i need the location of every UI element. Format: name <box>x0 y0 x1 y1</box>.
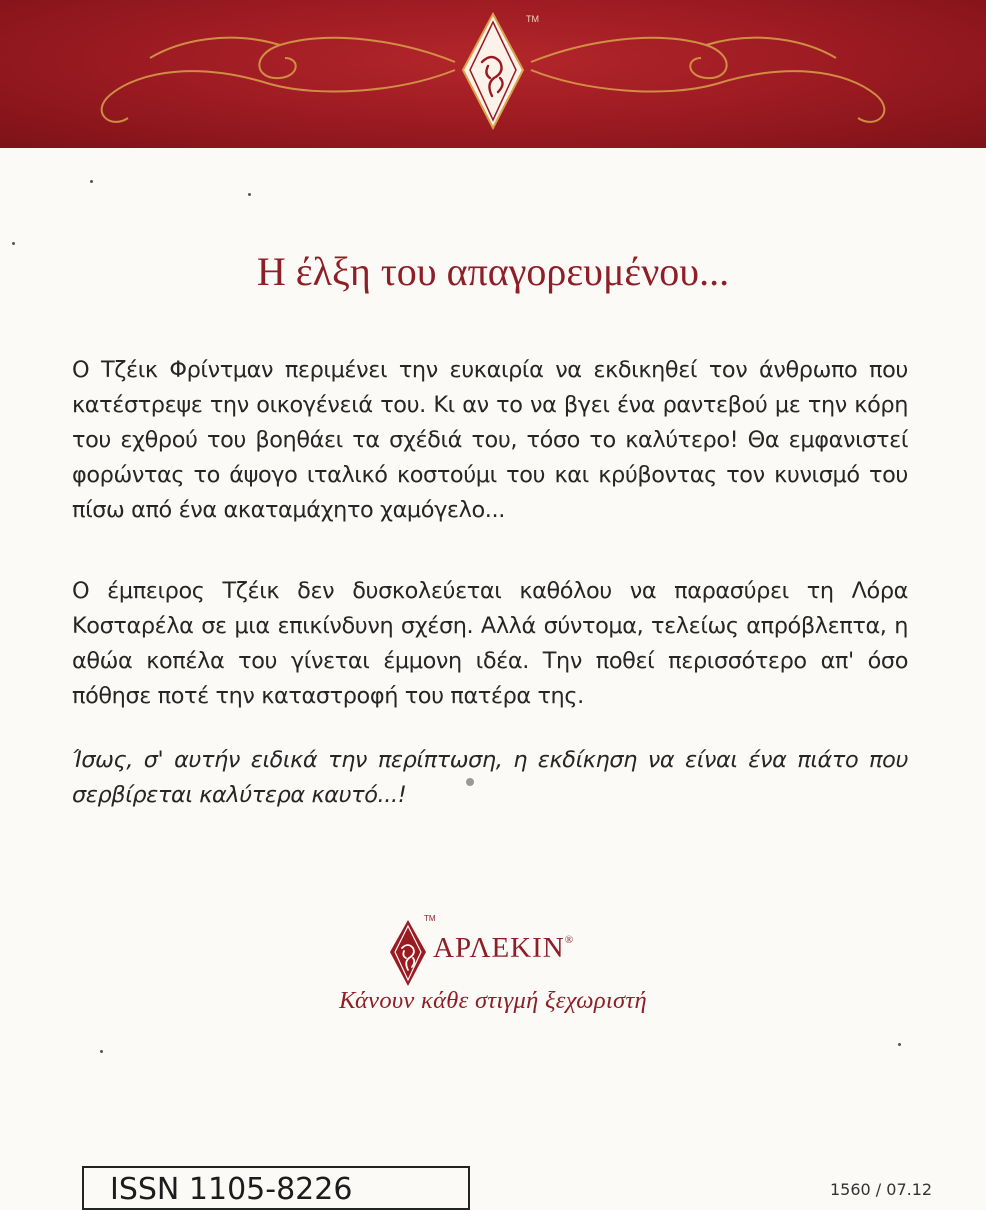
print-speck <box>90 180 93 183</box>
publisher-tagline: Κάνουν κάθε στιγμή ξεχωριστή <box>339 987 647 1014</box>
brand-trademark: TM <box>424 914 436 923</box>
issn-number: ISSN 1105-8226 <box>110 1172 353 1207</box>
print-speck <box>466 778 474 786</box>
print-speck <box>898 1043 901 1046</box>
description-paragraph-1: Ο Τζέικ Φρίντμαν περιμένει την ευκαιρία να εκδικηθεί τον άνθρωπο που κατέστρεψε την οικογένειά του. Κι αν το να βγει ένα ραντεβού με την κόρη του εχθρού του βοηθάει τα σχέδιά του, τόσο το καλύτερο! Θα εμφανιστεί φορώντας το άψογο ιταλικό κοστούμι του και κρύβοντας τον κυνισμό του πίσω από ένα ακαταμάχητο χαμόγελο... <box>72 357 908 523</box>
issue-code: 1560 / 07.12 <box>830 1180 933 1199</box>
description-paragraph-2: Ο έμπειρος Τζέικ δεν δυσκολεύεται καθόλου να παρασύρει τη Λόρα Κοσταρέλα σε μια επικίνδυνη σχέση. Αλλά σύντομα, τελείως απρόβλεπτα, η αθώα κοπέλα του γίνεται έμμονη ιδέα. Την ποθεί περισσότερο απ' όσο πόθησε ποτέ την καταστροφή του πατέρα της. <box>72 578 908 709</box>
harlequin-diamond-icon <box>390 920 426 986</box>
publisher-name <box>433 932 574 965</box>
back-cover-heading: Η έλξη του απαγορευμένου... <box>256 249 730 294</box>
print-speck <box>248 193 251 196</box>
trademark-label: TM <box>526 14 539 24</box>
description-paragraph-3: Ίσως, σ' αυτήν ειδικά την περίπτωση, η εκδίκηση να είναι ένα πιάτο που σερβίρεται καλύτερα καυτό...! <box>72 747 908 808</box>
ornament-swirl-icon <box>0 0 986 148</box>
print-speck <box>100 1050 103 1053</box>
registered-mark: ® <box>564 934 575 946</box>
print-speck <box>12 242 15 245</box>
top-banner <box>0 0 986 148</box>
publisher-name-text: ΑΡΛΕΚΙΝ <box>433 932 565 964</box>
harlequin-diamond-icon <box>463 14 523 128</box>
